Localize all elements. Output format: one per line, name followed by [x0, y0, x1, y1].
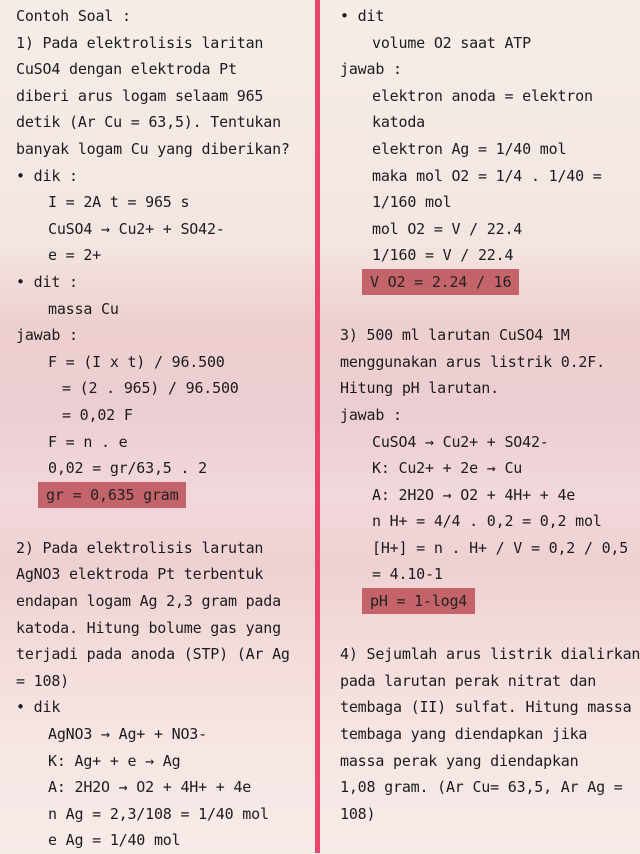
line-text: jawab :	[340, 405, 402, 424]
line-text: 1/160 mol	[372, 193, 452, 212]
text-line	[16, 535, 308, 562]
text-line	[16, 109, 308, 136]
text-line	[340, 641, 640, 668]
line-text: I = 2A t = 965 s	[48, 193, 190, 212]
text-line	[16, 615, 308, 642]
text-line	[340, 774, 630, 801]
text-line	[16, 136, 308, 163]
answer-text: pH = 1-log4	[362, 588, 475, 614]
line-text: detik (Ar Cu = 63,5). Tentukan	[16, 113, 281, 132]
line-text: • dit	[340, 7, 385, 25]
text-line	[340, 189, 630, 216]
text-line	[340, 508, 630, 535]
text-line	[16, 774, 308, 801]
line-text: pada larutan perak nitrat dan	[340, 671, 597, 690]
blank-line	[340, 615, 630, 642]
line-text: menggunakan arus listrik 0.2F.	[340, 352, 605, 371]
line-text: 1) Pada elektrolisis laritan	[16, 33, 264, 52]
answer-text: gr = 0,635 gram	[38, 482, 186, 508]
line-text: 0,02 = gr/63,5 . 2	[48, 459, 207, 478]
text-line	[16, 455, 308, 482]
line-text: CuSO4 dengan elektroda Pt	[16, 60, 237, 79]
text-line	[340, 694, 630, 721]
text-line	[16, 694, 308, 721]
text-line	[16, 269, 308, 296]
line-text: mol O2 = V / 22.4	[372, 219, 523, 238]
text-line	[16, 83, 308, 110]
text-line	[16, 827, 308, 854]
text-line	[16, 216, 308, 243]
line-text: K: Cu2+ + 2e → Cu	[372, 459, 523, 478]
blank-line	[16, 508, 308, 535]
line-text: maka mol O2 = 1/4 . 1/40 =	[372, 166, 602, 185]
line-text: [H+] = n . H+ / V = 0,2 / 0,5	[372, 538, 629, 557]
line-text: • dit :	[16, 272, 78, 291]
line-text: diberi arus logam selaam 965	[16, 86, 264, 105]
text-line	[16, 30, 308, 57]
text-line	[16, 3, 308, 30]
line-text: K: Ag+ + e → Ag	[48, 751, 181, 770]
line-text: volume O2 saat ATP	[372, 33, 531, 52]
line-text: A: 2H2O → O2 + 4H+ + 4e	[372, 485, 576, 504]
text-line	[340, 748, 630, 775]
text-line	[340, 56, 630, 83]
text-line	[16, 561, 308, 588]
highlighted-answer	[340, 588, 630, 615]
line-text: A: 2H2O → O2 + 4H+ + 4e	[48, 778, 252, 797]
line-text: 3) 500 ml larutan CuSO4 1M	[340, 326, 570, 345]
text-line	[16, 375, 308, 402]
text-line	[340, 109, 630, 136]
text-line	[16, 163, 308, 190]
text-line	[340, 136, 630, 163]
line-text: terjadi pada anoda (STP) (Ar Ag	[16, 645, 290, 664]
line-text: = 0,02 F	[62, 405, 133, 424]
line-text: jawab :	[340, 60, 402, 79]
line-text: n Ag = 2,3/108 = 1/40 mol	[48, 804, 269, 823]
line-text: = 108)	[16, 671, 69, 690]
line-text: 1/160 = V / 22.4	[372, 246, 514, 265]
line-text: 4) Sejumlah arus listrik dialirkan	[340, 645, 640, 664]
text-line	[16, 189, 308, 216]
text-line	[340, 455, 630, 482]
right-column	[340, 3, 640, 827]
line-text: tembaga yang diendapkan jika	[340, 725, 588, 744]
text-line	[340, 163, 630, 190]
text-line	[340, 242, 630, 269]
line-text: massa Cu	[48, 299, 119, 318]
line-text: • dik	[16, 698, 61, 717]
blank-line	[340, 296, 630, 323]
line-text: massa perak yang diendapkan	[340, 751, 579, 770]
text-line	[16, 748, 308, 775]
text-line	[340, 429, 630, 456]
line-text: elektron anoda = elektron	[372, 86, 593, 105]
left-column	[16, 3, 308, 854]
answer-text: V O2 = 2.24 / 16	[362, 269, 519, 295]
text-line	[16, 322, 308, 349]
text-line	[340, 30, 630, 57]
text-line	[340, 402, 630, 429]
line-text: F = (I x t) / 96.500	[48, 352, 225, 371]
line-text: = 4.10-1	[372, 565, 443, 584]
text-line	[16, 641, 308, 668]
line-text: tembaga (II) sulfat. Hitung massa	[340, 698, 632, 717]
line-text: CuSO4 → Cu2+ + SO42-	[48, 219, 225, 238]
text-line	[340, 3, 630, 30]
text-line	[16, 801, 308, 828]
line-text: 108)	[340, 804, 376, 823]
text-line	[340, 668, 630, 695]
line-text: AgNO3 → Ag+ + NO3-	[48, 725, 207, 744]
highlighted-answer	[16, 482, 308, 509]
line-text: katoda. Hitung bolume gas yang	[16, 618, 281, 637]
text-line	[340, 375, 630, 402]
line-text: n H+ = 4/4 . 0,2 = 0,2 mol	[372, 512, 602, 531]
line-text: 1,08 gram. (Ar Cu= 63,5, Ar Ag =	[340, 778, 623, 797]
line-text: katoda	[372, 113, 425, 132]
text-line	[340, 83, 630, 110]
text-line	[340, 721, 630, 748]
text-line	[16, 668, 308, 695]
text-line	[16, 296, 308, 323]
line-text: = (2 . 965) / 96.500	[62, 379, 239, 398]
text-line	[16, 588, 308, 615]
line-text: elektron Ag = 1/40 mol	[372, 139, 567, 158]
line-text: • dik :	[16, 166, 78, 185]
text-line	[340, 561, 630, 588]
text-line	[16, 721, 308, 748]
line-text: Hitung pH larutan.	[340, 379, 499, 398]
text-line	[340, 216, 630, 243]
text-line	[16, 402, 308, 429]
text-line	[16, 349, 308, 376]
line-text: Contoh Soal :	[16, 7, 131, 25]
text-line	[340, 801, 630, 828]
highlighted-answer	[340, 269, 630, 296]
text-line	[16, 56, 308, 83]
line-text: AgNO3 elektroda Pt terbentuk	[16, 565, 264, 584]
text-line	[16, 429, 308, 456]
line-text: banyak logam Cu yang diberikan?	[16, 139, 290, 158]
text-line	[340, 349, 630, 376]
line-text: CuSO4 → Cu2+ + SO42-	[372, 432, 549, 451]
line-text: e = 2+	[48, 246, 101, 265]
line-text: e Ag = 1/40 mol	[48, 831, 181, 850]
column-divider	[315, 0, 320, 853]
text-line	[340, 482, 630, 509]
text-line	[16, 242, 308, 269]
line-text: endapan logam Ag 2,3 gram pada	[16, 592, 281, 611]
line-text: jawab :	[16, 326, 78, 345]
text-line	[340, 322, 630, 349]
line-text: 2) Pada elektrolisis larutan	[16, 538, 264, 557]
text-line	[340, 535, 630, 562]
line-text: F = n . e	[48, 432, 128, 451]
